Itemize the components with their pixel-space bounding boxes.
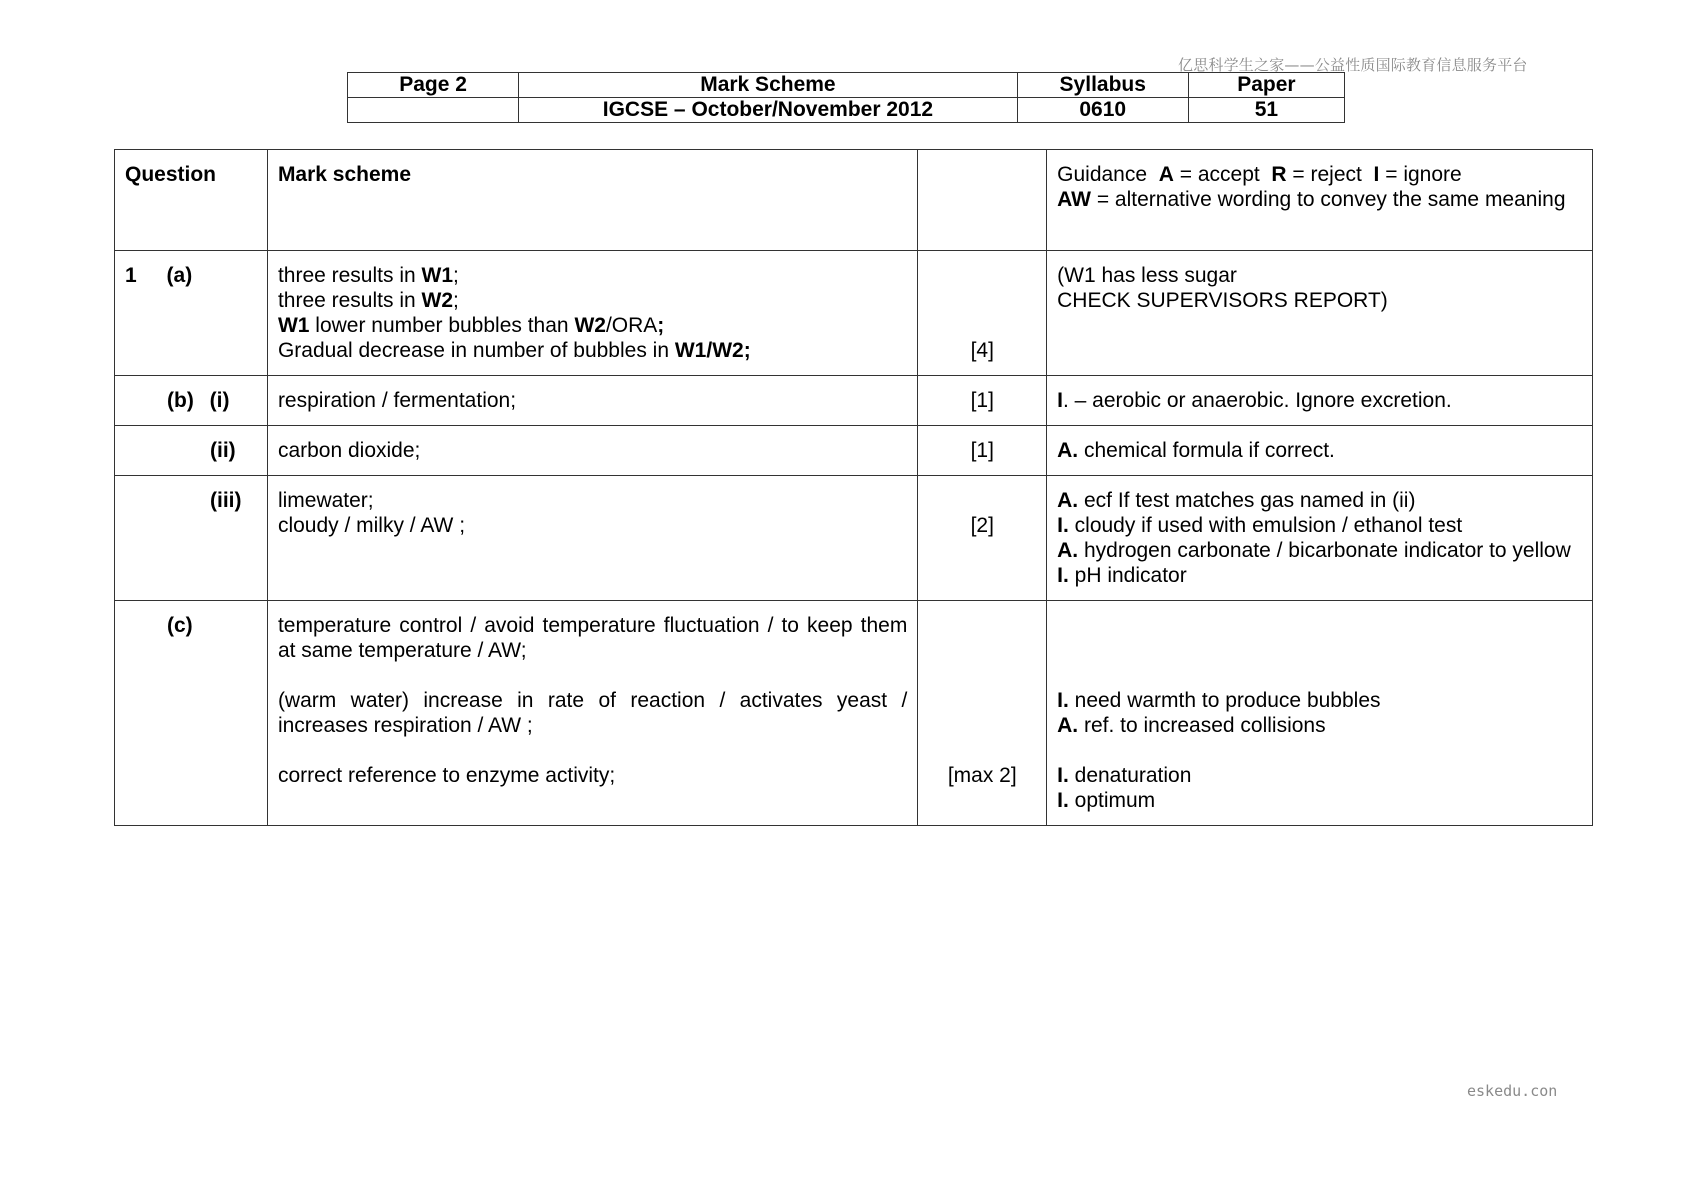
header-empty-cell	[348, 98, 519, 123]
table-header-row	[115, 150, 1593, 251]
guidance-cell: I. need warmth to produce bubbles A. ref. to increased collisions I. denaturation I. optimum	[1047, 601, 1593, 826]
guidance-cell: A. chemical formula if correct.	[1047, 426, 1593, 476]
mark-scheme-table	[114, 149, 1593, 826]
table-row	[115, 426, 1593, 476]
header-syllabus: 0610	[1017, 98, 1188, 123]
col-question: Question	[115, 150, 268, 251]
table-row	[115, 251, 1593, 376]
question-cell: (b) (i)	[115, 376, 268, 426]
col-marks	[918, 150, 1047, 251]
table-row	[115, 376, 1593, 426]
scheme-cell: limewater; cloudy / milky / AW ;	[267, 476, 917, 601]
marks-cell: [2]	[918, 476, 1047, 601]
watermark-top: 亿思科学生之家——公益性质国际教育信息服务平台	[1178, 56, 1528, 74]
header-syllabus-label: Syllabus	[1017, 73, 1188, 98]
scheme-cell: temperature control / avoid temperature fluctuation / to keep them at same temperature / AW; (warm water) increase in rate of reaction / activates yeast / increases respiration / AW ; correct reference to enzyme activity;	[267, 601, 917, 826]
header-paper-label: Paper	[1188, 73, 1344, 98]
col-mark-scheme: Mark scheme	[267, 150, 917, 251]
table-row	[115, 601, 1593, 826]
question-cell: (iii)	[115, 476, 268, 601]
marks-cell: [4]	[918, 251, 1047, 376]
col-guidance: Guidance A = accept R = reject I = ignore AW = alternative wording to convey the same meaning	[1047, 150, 1593, 251]
scheme-cell: carbon dioxide;	[267, 426, 917, 476]
marks-cell: [max 2]	[918, 601, 1047, 826]
watermark-bottom: eskedu.con	[1467, 1082, 1558, 1100]
header-table	[347, 72, 1345, 123]
table-row	[115, 476, 1593, 601]
question-cell: (ii)	[115, 426, 268, 476]
scheme-cell: three results in W1; three results in W2; W1 lower number bubbles than W2/ORA; Gradual decrease in number of bubbles in W1/W2;	[267, 251, 917, 376]
marks-cell: [1]	[918, 376, 1047, 426]
header-paper: 51	[1188, 98, 1344, 123]
header-page: Page 2	[348, 73, 519, 98]
scheme-cell: respiration / fermentation;	[267, 376, 917, 426]
question-cell: (c)	[115, 601, 268, 826]
marks-cell: [1]	[918, 426, 1047, 476]
question-cell: 1 (a)	[115, 251, 268, 376]
header-title: Mark Scheme	[519, 73, 1018, 98]
guidance-cell: A. ecf If test matches gas named in (ii) I. cloudy if used with emulsion / ethanol test A. hydrogen carbonate / bicarbonate indicator to yellow I. pH indicator	[1047, 476, 1593, 601]
header-exam: IGCSE – October/November 2012	[519, 98, 1018, 123]
guidance-cell: (W1 has less sugar CHECK SUPERVISORS REPORT)	[1047, 251, 1593, 376]
guidance-cell: I. – aerobic or anaerobic. Ignore excretion.	[1047, 376, 1593, 426]
